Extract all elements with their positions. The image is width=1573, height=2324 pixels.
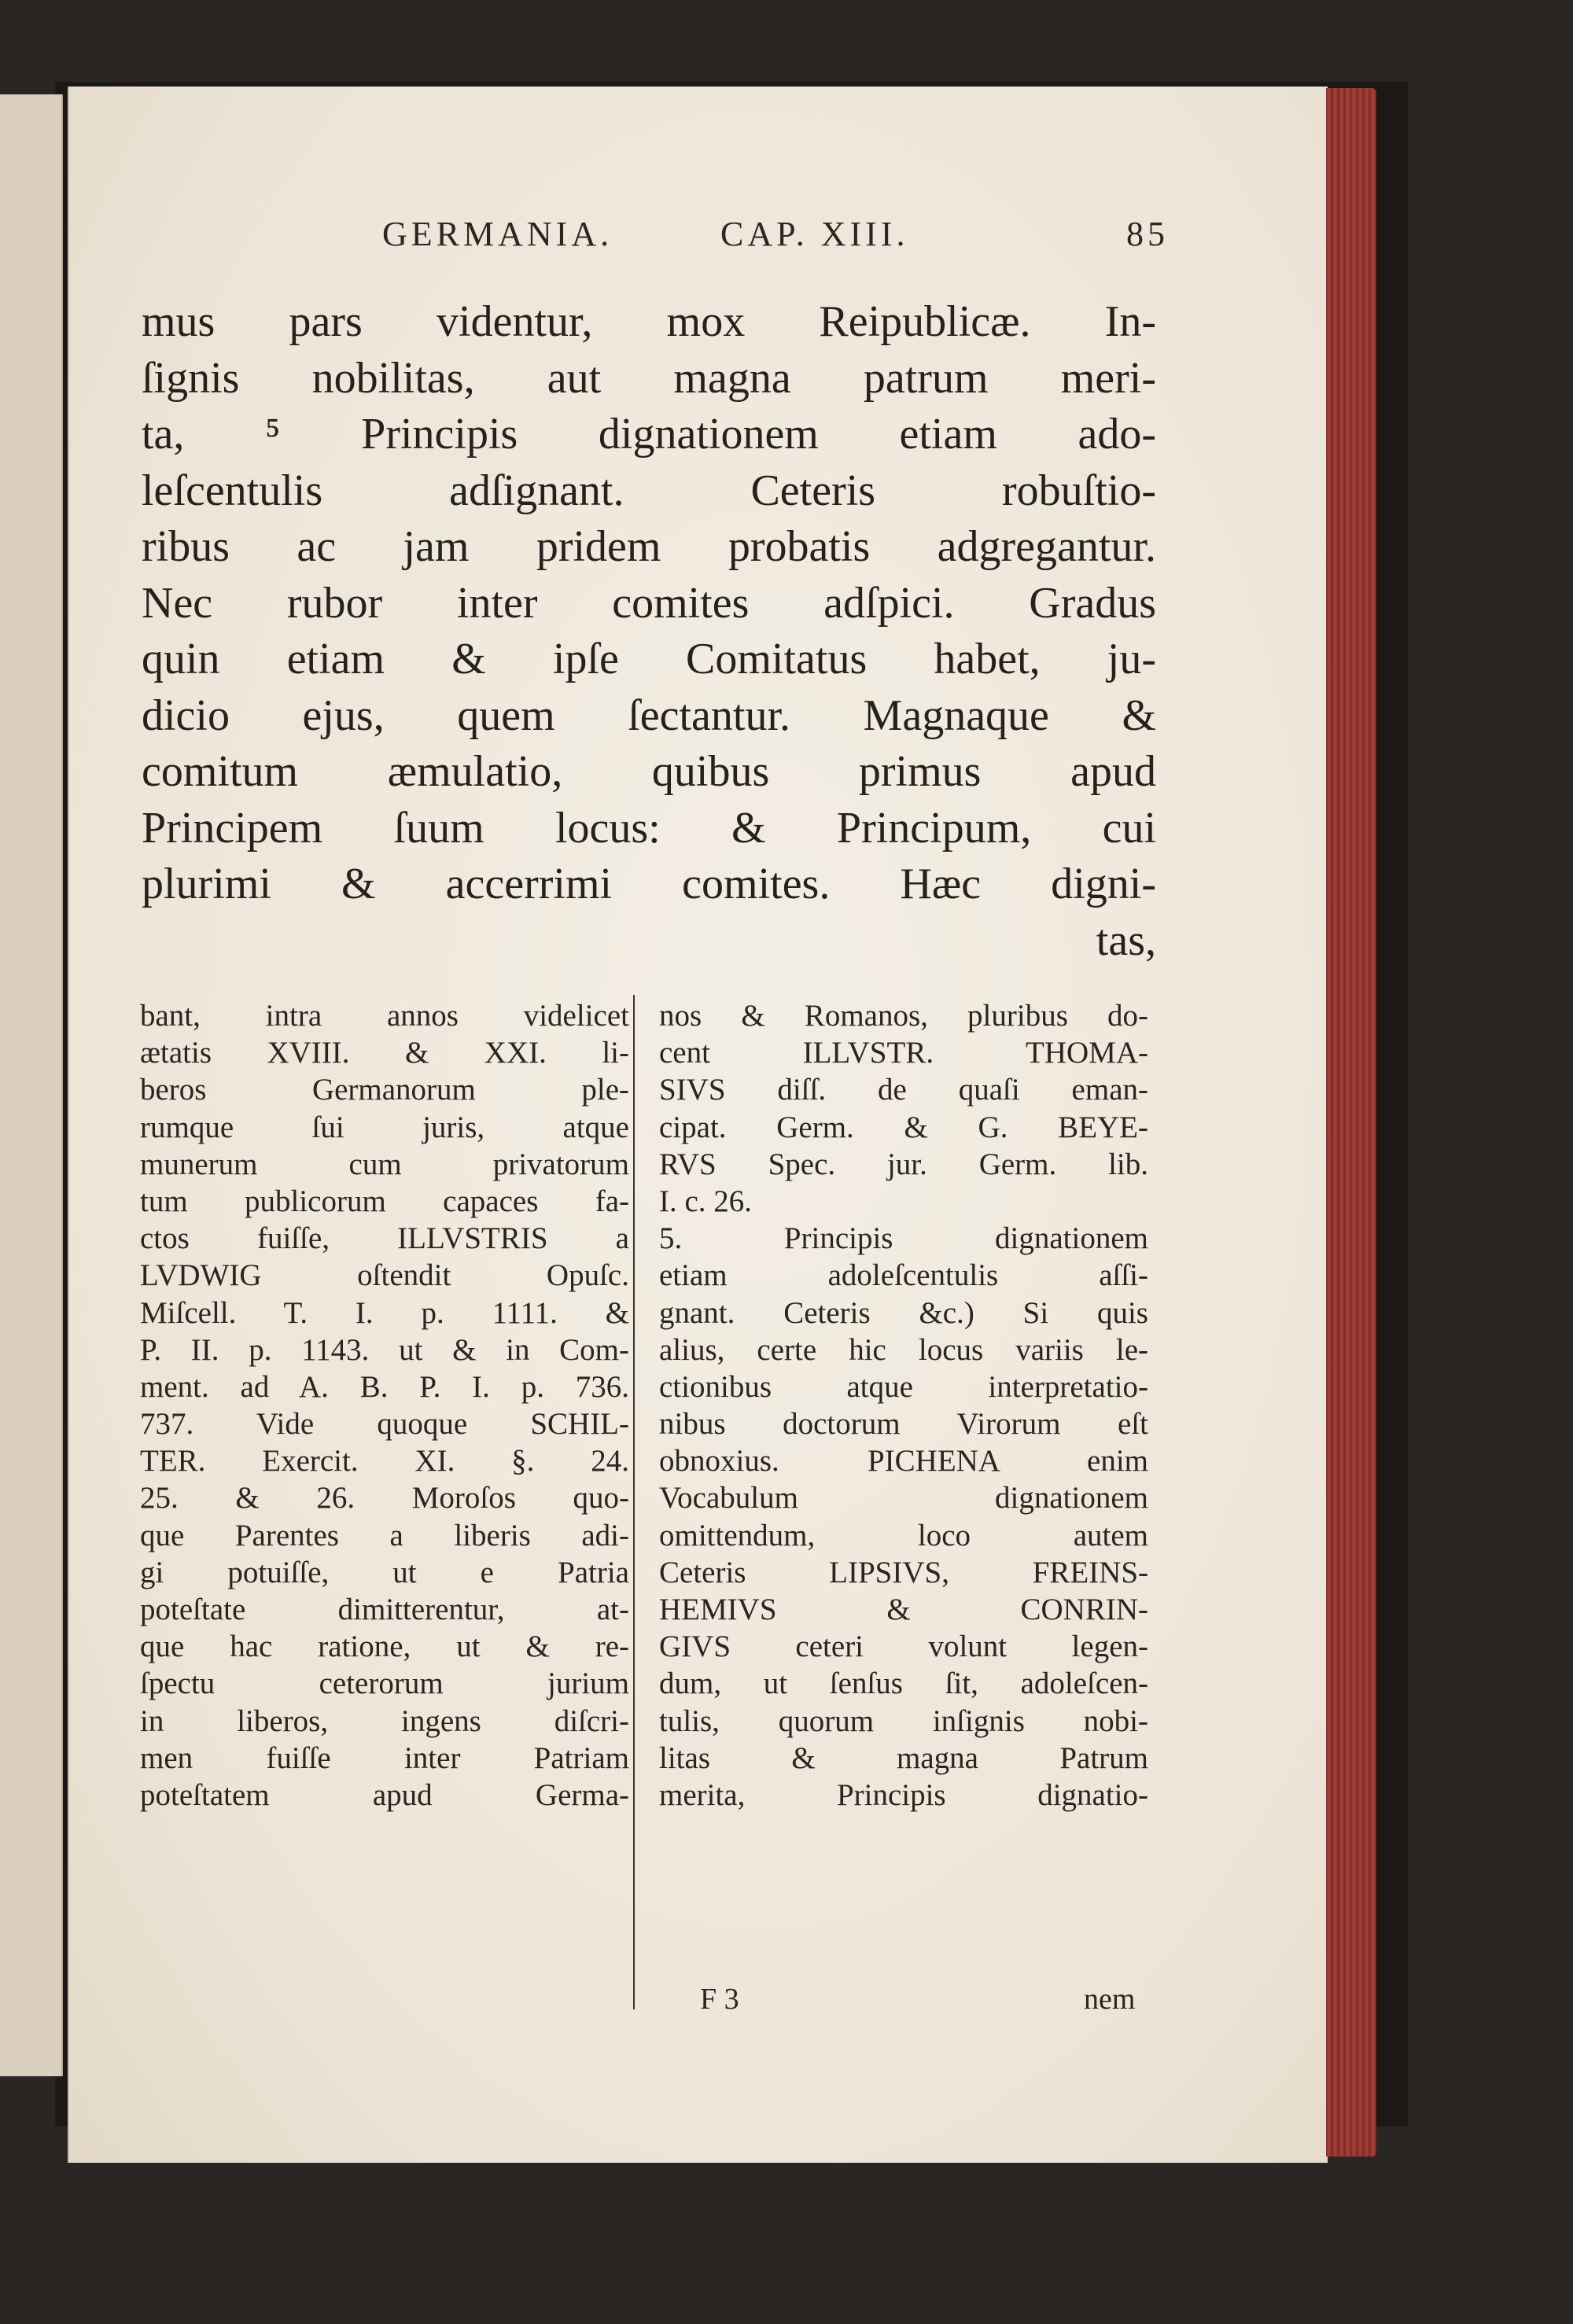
main-line: plurimi & accerrimi comites. Hæc digni- bbox=[142, 860, 1156, 908]
left-page-edge bbox=[0, 94, 63, 2076]
main-line: tas, bbox=[1096, 915, 1156, 965]
main-line: ribus ac jam pridem probatis adgregantur. bbox=[142, 522, 1156, 571]
note-line: Miſcell. T. I. p. 1111. & bbox=[140, 1295, 629, 1330]
running-head bbox=[382, 214, 1169, 261]
note-line: litas & magna Patrum bbox=[659, 1740, 1148, 1775]
note-line: omittendum, loco autem bbox=[659, 1518, 1148, 1552]
printer-signature: F 3 bbox=[700, 1983, 739, 2016]
note-line: cipat. Germ. & G. BEYE- bbox=[659, 1110, 1148, 1144]
note-line: beros Germanorum ple- bbox=[140, 1073, 629, 1107]
footnotes-right-column bbox=[659, 997, 1148, 1814]
note-line: merita, Principis dignatio- bbox=[659, 1777, 1148, 1812]
note-line: Ceteris LIPSIVS, FREINS- bbox=[659, 1555, 1148, 1589]
note-line: men fuiſſe inter Patriam bbox=[140, 1740, 629, 1775]
note-line: dum, ut ſenſus ſit, adoleſcen- bbox=[659, 1667, 1148, 1701]
note-line: Vocabulum dignationem bbox=[659, 1481, 1148, 1516]
note-line: que Parentes a liberis adi- bbox=[140, 1518, 629, 1552]
chapter-label: CAP. XIII. bbox=[720, 215, 909, 253]
note-line: nos & Romanos, pluribus do- bbox=[659, 999, 1148, 1033]
page-edges-red bbox=[1326, 88, 1376, 2156]
note-line: bant, intra annos videlicet bbox=[140, 999, 629, 1033]
note-line: alius, certe hic locus variis le- bbox=[659, 1332, 1148, 1367]
note-line: 737. Vide quoque SCHIL- bbox=[140, 1407, 629, 1442]
note-line: ctionibus atque interpretatio- bbox=[659, 1369, 1148, 1404]
note-line: poteſtate dimitterentur, at- bbox=[140, 1593, 629, 1626]
note-line: rumque ſui juris, atque bbox=[140, 1110, 629, 1144]
column-divider bbox=[633, 995, 635, 2009]
note-line: tulis, quorum inſignis nobi- bbox=[659, 1703, 1148, 1738]
main-line: comitum æmulatio, quibus primus apud bbox=[142, 747, 1156, 796]
note-line: 25. & 26. Moroſos quo- bbox=[140, 1481, 629, 1516]
footnotes-left-column bbox=[140, 997, 629, 1814]
note-line: GIVS ceteri volunt legen- bbox=[659, 1630, 1148, 1664]
note-line: nibus doctorum Virorum eſt bbox=[659, 1407, 1148, 1442]
page-number: 85 bbox=[1126, 215, 1169, 253]
running-title: GERMANIA. bbox=[382, 215, 613, 253]
note-line: ctos fuiſſe, ILLVSTRIS a bbox=[140, 1221, 629, 1256]
main-line: Nec rubor inter comites adſpici. Gradus bbox=[142, 578, 1156, 628]
note-line: SIVS diſſ. de quaſi eman- bbox=[659, 1073, 1148, 1107]
note-line: que hac ratione, ut & re- bbox=[140, 1630, 629, 1664]
note-line: HEMIVS & CONRIN- bbox=[659, 1593, 1148, 1626]
main-text bbox=[142, 294, 1156, 969]
note-line: ſpectu ceterorum jurium bbox=[140, 1667, 629, 1701]
main-line: Principem ſuum locus: & Principum, cui bbox=[142, 803, 1156, 853]
note-line: in liberos, ingens diſcri- bbox=[140, 1703, 629, 1738]
note-line: RVS Spec. jur. Germ. lib. bbox=[659, 1147, 1148, 1181]
note-line: gi potuiſſe, ut e Patria bbox=[140, 1555, 629, 1589]
main-line: leſcentulis adſignant. Ceteris robuſtio- bbox=[142, 466, 1156, 515]
note-line: P. II. p. 1143. ut & in Com- bbox=[140, 1332, 629, 1367]
note-line: etiam adoleſcentulis aſſi- bbox=[659, 1258, 1148, 1293]
note-line: ætatis XVIII. & XXI. li- bbox=[140, 1036, 629, 1070]
note-line: munerum cum privatorum bbox=[140, 1147, 629, 1181]
main-line: quin etiam & ipſe Comitatus habet, ju- bbox=[142, 635, 1156, 683]
note-line: tum publicorum capaces fa- bbox=[140, 1184, 629, 1218]
note-line: I. c. 26. bbox=[659, 1184, 753, 1218]
note-line: LVDWIG oſtendit Opuſc. bbox=[140, 1258, 629, 1293]
note-line: 5. Principis dignationem bbox=[659, 1221, 1148, 1256]
note-line: obnoxius. PICHENA enim bbox=[659, 1444, 1148, 1479]
note-line: ment. ad A. B. P. I. p. 736. bbox=[140, 1369, 629, 1404]
catchword: nem bbox=[1084, 1983, 1136, 2016]
note-line: poteſtatem apud Germa- bbox=[140, 1777, 629, 1812]
main-line: dicio ejus, quem ſectantur. Magnaque & bbox=[142, 691, 1156, 740]
main-line: ſignis nobilitas, aut magna patrum meri- bbox=[142, 353, 1156, 403]
note-line: gnant. Ceteris &c.) Si quis bbox=[659, 1295, 1148, 1330]
note-line: cent ILLVSTR. THOMA- bbox=[659, 1036, 1148, 1070]
main-line: mus pars videntur, mox Reipublicæ. In- bbox=[142, 297, 1156, 346]
note-line: TER. Exercit. XI. §. 24. bbox=[140, 1444, 629, 1479]
main-line: ta, ⁵ Principis dignationem etiam ado- bbox=[142, 410, 1156, 459]
